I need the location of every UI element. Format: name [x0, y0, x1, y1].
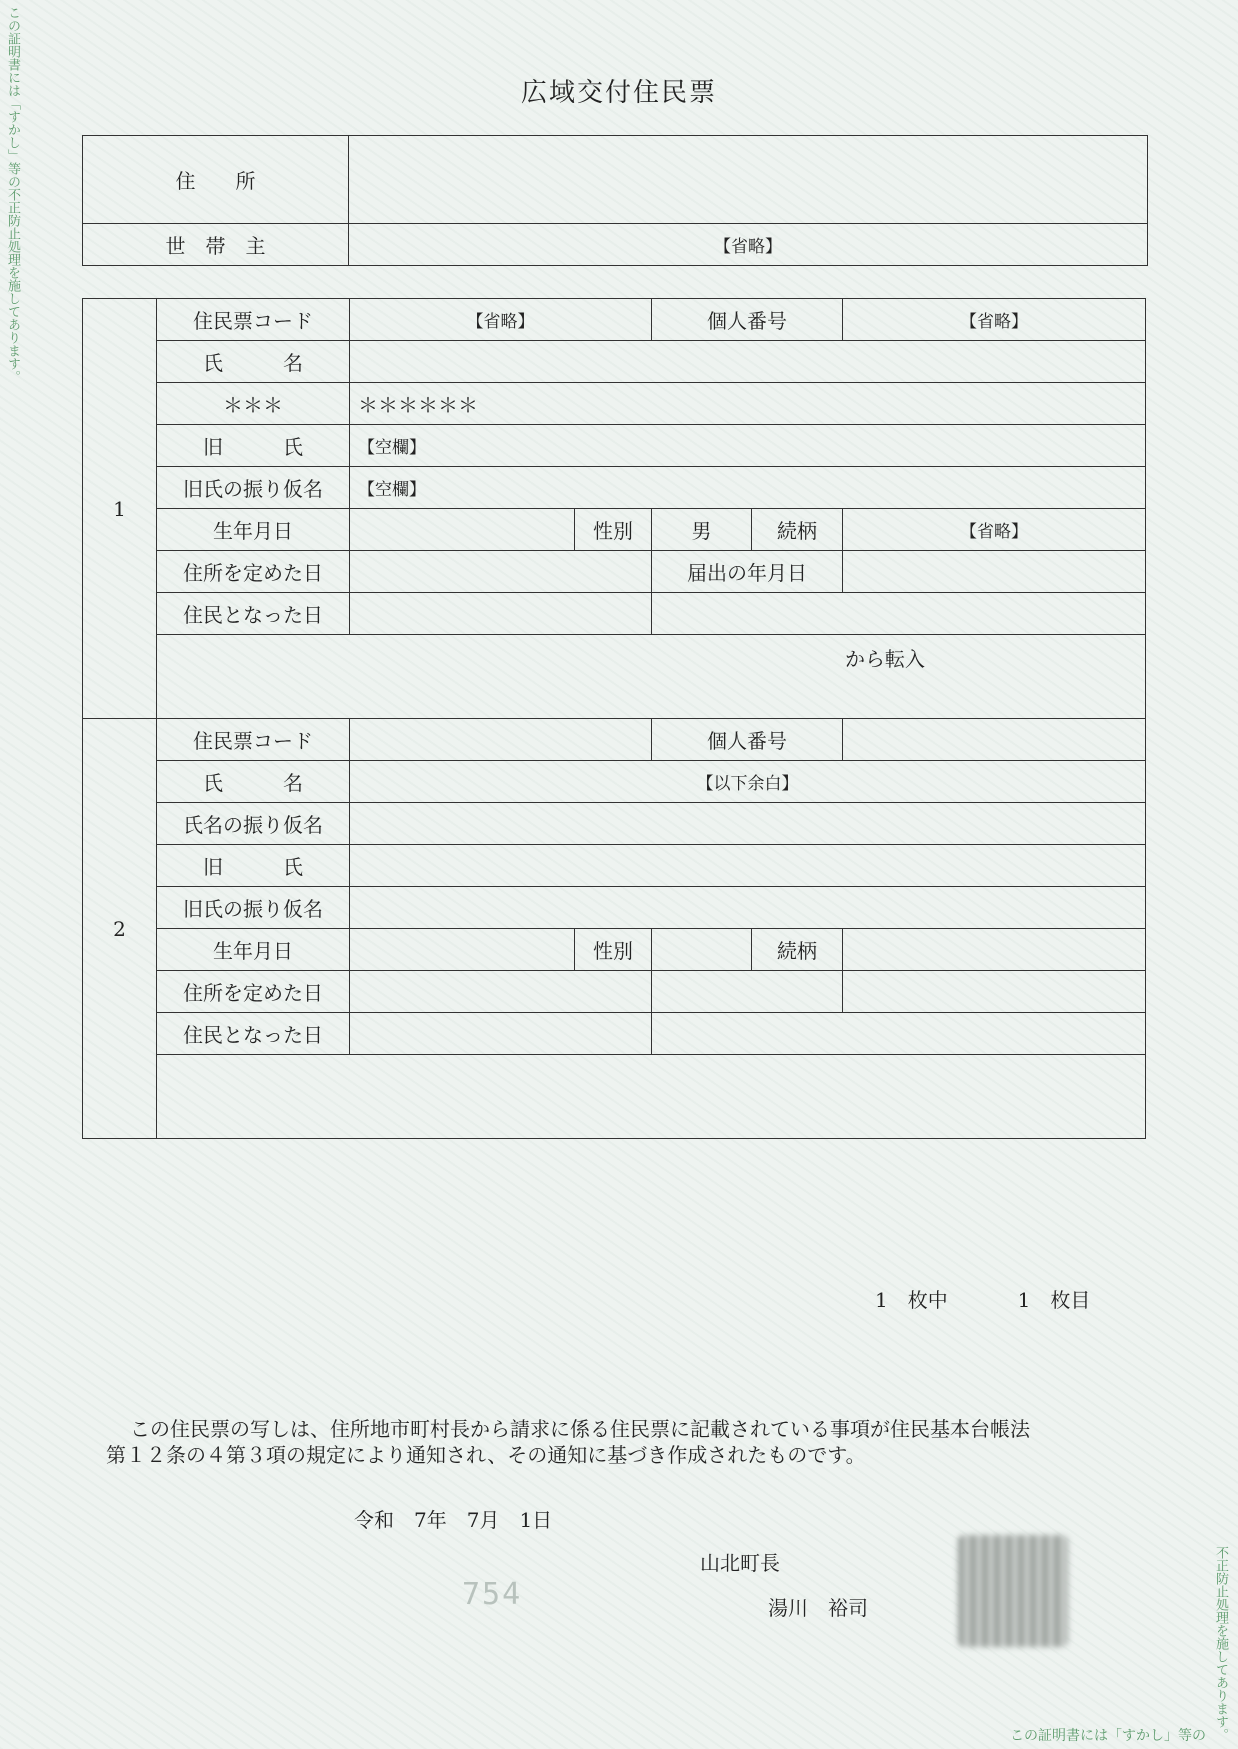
p1-resident-date-value: [350, 593, 652, 635]
p1-moved-from: [157, 635, 1146, 719]
anti-forgery-notice-left: この証明書には「すかし」等の不正防止処理を施してあります。: [5, 6, 20, 383]
p2-name-value: 【以下余白】: [350, 761, 1146, 803]
p1-address-date-label: 住所を定めた日: [157, 551, 350, 593]
p1-former-kana-value: 【空欄】: [350, 467, 1146, 509]
p2-address-date-label: 住所を定めた日: [157, 971, 350, 1013]
p2-relation-value: [843, 929, 1146, 971]
householder-label: 世 帯 主: [83, 224, 349, 266]
p2-former-name-label: 旧 氏: [157, 845, 350, 887]
mayor-title: 山北町長: [700, 1551, 780, 1575]
p2-former-kana-label: 旧氏の振り仮名: [157, 887, 350, 929]
address-label: 住 所: [83, 136, 349, 224]
mayor-name: 湯川 裕司: [768, 1596, 868, 1620]
p2-birth-label: 生年月日: [157, 929, 350, 971]
certification-line-1: この住民票の写しは、住所地市町村長から請求に係る住民票に記載されている事項が住民基本台帳法: [130, 1417, 1030, 1441]
p2-remarks: [157, 1055, 1146, 1139]
p1-mynumber-label: 個人番号: [652, 299, 843, 341]
p1-relation-label: 続柄: [752, 509, 843, 551]
p1-address-date-value: [350, 551, 652, 593]
p1-notify-date-label: 届出の年月日: [652, 551, 843, 593]
p1-birth-label: 生年月日: [157, 509, 350, 551]
resident-2-number: 2: [83, 719, 157, 1139]
resident-table: [82, 298, 1146, 1139]
page-count: [875, 1284, 1090, 1313]
document-title: 広域交付住民票: [520, 78, 717, 108]
p2-sex-value: [652, 929, 752, 971]
p1-moved-from-text: から転入: [845, 647, 925, 671]
p1-former-name-label: 旧 氏: [157, 425, 350, 467]
p1-resident-date-extra: [652, 593, 1146, 635]
p2-former-kana-value: [350, 887, 1146, 929]
p1-former-kana-label: 旧氏の振り仮名: [157, 467, 350, 509]
p2-former-name-value: [350, 845, 1146, 887]
p2-name-label: 氏 名: [157, 761, 350, 803]
p2-relation-label: 続柄: [752, 929, 843, 971]
p2-mynumber-value: [843, 719, 1146, 761]
p2-resident-date-extra: [652, 1013, 1146, 1055]
p2-extra-1: [652, 971, 843, 1013]
p1-sex-value: 男: [652, 509, 752, 551]
p2-kana-label: 氏名の振り仮名: [157, 803, 350, 845]
p1-kana-value: ＊＊＊＊＊＊: [350, 383, 1146, 425]
p1-notify-date-value: [843, 551, 1146, 593]
household-table: [82, 135, 1148, 266]
total-pages: 1 枚中: [875, 1288, 948, 1312]
address-value: [349, 136, 1148, 224]
serial-number: 754: [462, 1577, 523, 1612]
certification-line-2: 第１２条の４第３項の規定により通知され、その通知に基づき作成されたものです。: [106, 1443, 866, 1467]
p1-name-value: [350, 341, 1146, 383]
anti-forgery-notice-right: 不正防止処理を施してあります。: [1213, 1546, 1228, 1741]
resident-1-number: 1: [83, 299, 157, 719]
p2-extra-2: [843, 971, 1146, 1013]
current-page: 1 枚目: [1017, 1288, 1091, 1312]
p1-former-name-value: 【空欄】: [350, 425, 1146, 467]
anti-forgery-notice-bottom: この証明書には「すかし」等の: [1010, 1728, 1206, 1744]
official-seal-icon: [958, 1535, 1068, 1647]
p1-birth-value: [350, 509, 575, 551]
p1-sex-label: 性別: [575, 509, 652, 551]
certification-text: [106, 1416, 1146, 1468]
p2-mynumber-label: 個人番号: [652, 719, 843, 761]
p2-code-label: 住民票コード: [157, 719, 350, 761]
householder-value: 【省略】: [349, 224, 1148, 266]
issue-date: 令和 7年 7月 1日: [354, 1508, 553, 1532]
p1-code-value: 【省略】: [350, 299, 652, 341]
p2-resident-date-label: 住民となった日: [157, 1013, 350, 1055]
p1-relation-value: 【省略】: [843, 509, 1146, 551]
p2-address-date-value: [350, 971, 652, 1013]
p1-name-label: 氏 名: [157, 341, 350, 383]
p2-birth-value: [350, 929, 575, 971]
p1-resident-date-label: 住民となった日: [157, 593, 350, 635]
p1-kana-label: ＊＊＊: [157, 383, 350, 425]
p2-code-value: [350, 719, 652, 761]
p2-sex-label: 性別: [575, 929, 652, 971]
p2-kana-value: [350, 803, 1146, 845]
p1-mynumber-value: 【省略】: [843, 299, 1146, 341]
p2-resident-date-value: [350, 1013, 652, 1055]
p1-code-label: 住民票コード: [157, 299, 350, 341]
